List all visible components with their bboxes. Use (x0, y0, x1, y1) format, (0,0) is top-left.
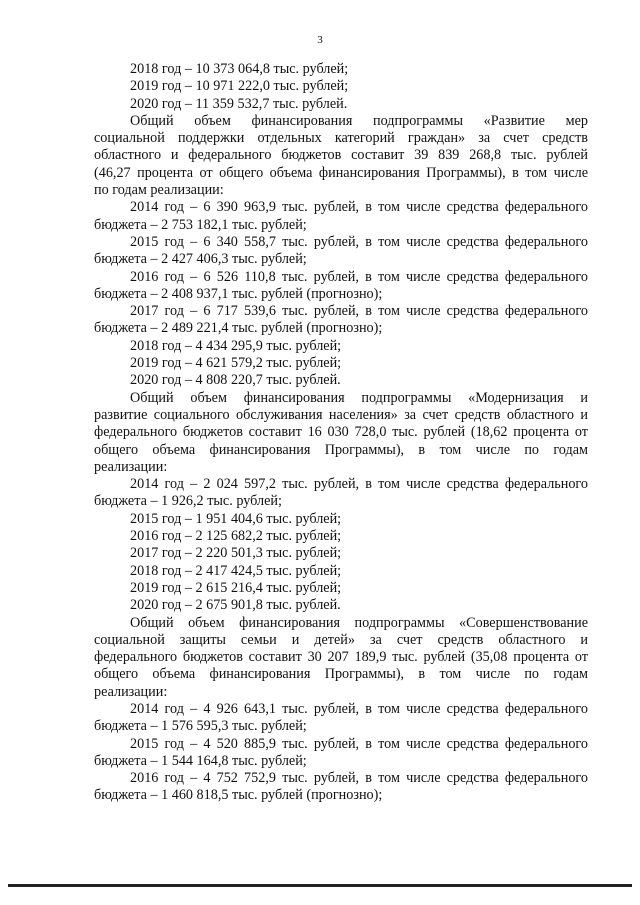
text-line: 2020 год – 4 808 220,7 тыс. рублей. (130, 372, 341, 389)
document-body (94, 61, 588, 805)
text-line: развитие социального обслуживания населения» за счет средств областного и (94, 406, 588, 423)
text-line: 2016 год – 2 125 682,2 тыс. рублей; (130, 528, 342, 545)
text-line: Общий объем финансирования подпрограммы «Совершенствование (130, 614, 588, 631)
text-line: бюджета – 1 576 595,3 тыс. рублей; (94, 718, 307, 735)
text-line: 2020 год – 11 359 532,7 тыс. рублей. (130, 95, 348, 112)
text-line: 2015 год – 1 951 404,6 тыс. рублей; (130, 510, 342, 527)
text-line: бюджета – 1 926,2 тыс. рублей; (94, 493, 282, 510)
text-line: 2019 год – 10 971 222,0 тыс. рублей; (130, 78, 349, 95)
text-line: реализации: (94, 458, 168, 475)
text-line: 2019 год – 4 621 579,2 тыс. рублей; (130, 355, 342, 372)
text-line: социальной защиты семьи и детей» за счет средств областного и (94, 631, 588, 648)
text-line: 2017 год – 6 717 539,6 тыс. рублей, в том числе средства федерального (130, 303, 588, 320)
text-line: 2018 год – 4 434 295,9 тыс. рублей; (130, 337, 342, 354)
text-line: бюджета – 1 544 164,8 тыс. рублей; (94, 752, 307, 769)
text-line: 2015 год – 6 340 558,7 тыс. рублей, в том числе средства федерального (130, 233, 588, 250)
text-line: 2019 год – 2 615 216,4 тыс. рублей; (130, 579, 342, 596)
text-line: 2016 год – 6 526 110,8 тыс. рублей, в том числе средства федерального (130, 268, 588, 285)
text-line: (46,27 процента от общего объема финансирования Программы), в том числе (94, 164, 588, 181)
text-line: Общий объем финансирования подпрограммы «Модернизация и (130, 389, 588, 406)
text-line: бюджета – 1 460 818,5 тыс. рублей (прогнозно); (94, 787, 383, 804)
text-line: бюджета – 2 427 406,3 тыс. рублей; (94, 251, 307, 268)
text-line: федерального бюджетов составит 30 207 189,9 тыс. рублей (35,08 процента от (94, 649, 588, 666)
text-line: 2018 год – 10 373 064,8 тыс. рублей; (130, 61, 349, 77)
text-line: 2017 год – 2 220 501,3 тыс. рублей; (130, 545, 342, 562)
text-line: бюджета – 2 753 182,1 тыс. рублей; (94, 216, 307, 233)
text-line: 2015 год – 4 520 885,9 тыс. рублей, в том числе средства федерального (130, 735, 588, 752)
text-line: общего объема финансирования Программы), в том числе по годам (94, 441, 588, 458)
page-number: 3 (317, 34, 323, 46)
text-line: бюджета – 2 489 221,4 тыс. рублей (прогнозно); (94, 320, 383, 337)
text-line: 2018 год – 2 417 424,5 тыс. рублей; (130, 562, 342, 579)
text-line: 2020 год – 2 675 901,8 тыс. рублей. (130, 597, 341, 614)
text-line: бюджета – 2 408 937,1 тыс. рублей (прогнозно); (94, 285, 383, 302)
text-line: реализации: (94, 683, 168, 700)
text-line: областного и федерального бюджетов составит 39 839 268,8 тыс. рублей (94, 147, 588, 164)
text-line: федерального бюджетов составит 16 030 728,0 тыс. рублей (18,62 процента от (94, 424, 588, 441)
text-line: 2014 год – 2 024 597,2 тыс. рублей, в том числе средства федерального (130, 476, 588, 493)
text-line: общего объема финансирования Программы), в том числе по годам (94, 666, 588, 683)
text-line: Общий объем финансирования подпрограммы «Развитие мер (130, 112, 588, 129)
text-line: 2014 год – 6 390 963,9 тыс. рублей, в том числе средства федерального (130, 199, 588, 216)
text-line: социальной поддержки отдельных категорий граждан» за счет средств (94, 130, 588, 147)
text-line: 2014 год – 4 926 643,1 тыс. рублей, в том числе средства федерального (130, 700, 588, 717)
text-line: 2016 год – 4 752 752,9 тыс. рублей, в том числе средства федерального (130, 770, 588, 787)
text-line: по годам реализации: (94, 182, 224, 199)
bottom-divider (8, 884, 632, 887)
